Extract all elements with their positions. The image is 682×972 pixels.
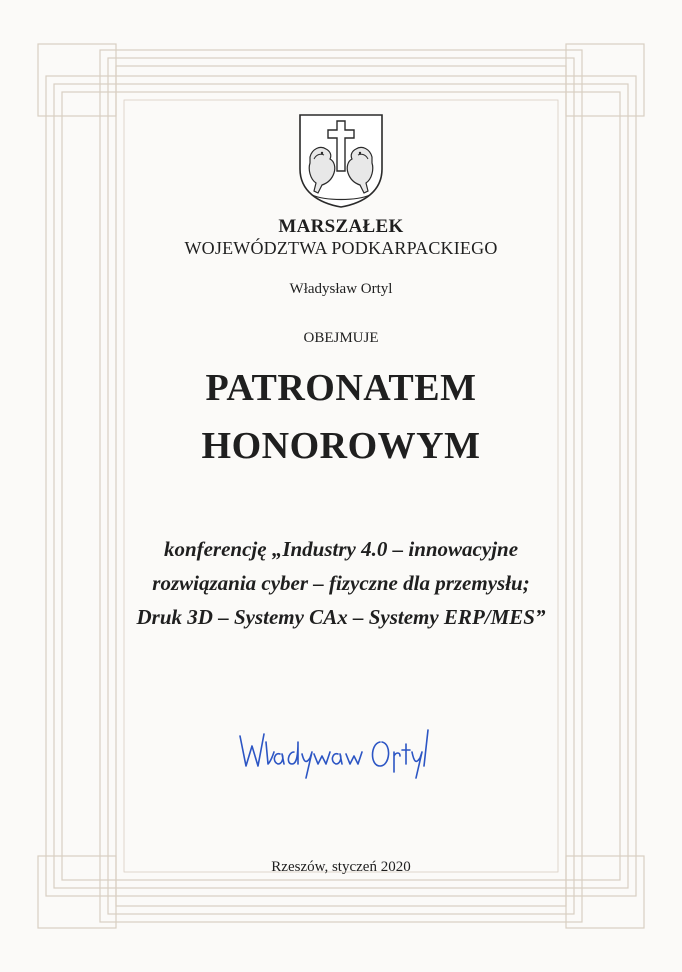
patronage-title-line1: PATRONATEM (205, 367, 477, 409)
office-region: WOJEWÓDZTWA PODKARPACKIEGO (184, 238, 498, 258)
person-name: Władysław Ortyl (289, 281, 393, 297)
verb-heading: OBEJMUJE (303, 330, 379, 346)
office-title: MARSZAŁEK (278, 216, 404, 237)
conference-line-2: rozwiązania cyber – fizyczne dla przemysłu; (152, 571, 530, 595)
patronage-title-line2: HONOROWYM (201, 425, 481, 467)
conference-line-3: Druk 3D – Systemy CAx – Systemy ERP/MES” (136, 605, 546, 629)
conference-line-1: konferencję „Industry 4.0 – innowacyjne (163, 537, 519, 561)
podkarpackie-coat-of-arms-icon (298, 113, 384, 209)
place-and-date: Rzeszów, styczeń 2020 (271, 859, 411, 875)
handwritten-signature (234, 712, 434, 782)
